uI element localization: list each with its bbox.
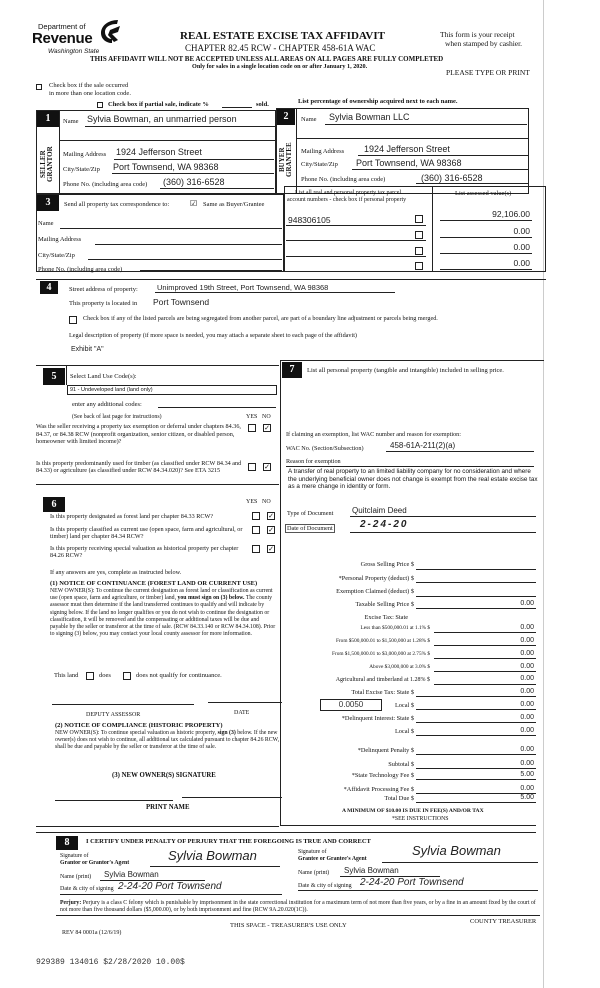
correspondence-mailing-label: Mailing Address [38,236,82,243]
partial-sale-checkbox[interactable] [97,102,103,108]
notice-continuance-text-a: NEW OWNER(S): To continue the current designation as forest land or classification as current use (open space, farm and agriculture, or timber) land, [50,588,273,602]
delinquent-interest-local-label: Local $ [394,728,414,735]
document-date-label: Date of Document [287,525,333,532]
timber-no-checkbox[interactable]: ✓ [264,463,270,471]
no-header-5: NO [262,414,271,420]
perjury-text: Perjury is a class C felony which is punishable by imprisonment in the state correctional institution for a maximum term of not more than five years, or by a fine in an amount fixed by the court of not more than five thousand dollars ($5,000.00), or by both imprisonment and fine (RCW 9A.20.020(1C)). [60,900,536,913]
logo-dept-text: Department of [38,22,86,31]
assessed-value-field[interactable]: 0.00 [513,242,530,252]
seller-mailing-field[interactable]: 1924 Jefferson Street [116,147,202,157]
gross-selling-price-label: Gross Selling Price $ [360,561,414,568]
form-title: REAL ESTATE EXCISE TAX AFFIDAVIT [180,30,385,42]
grantor-signature-field[interactable]: Sylvia Bowman [168,848,257,863]
current-use-no-checkbox[interactable]: ✓ [268,526,274,534]
personal-property-checkbox[interactable] [415,231,423,239]
print-name-label: PRINT NAME [146,804,190,811]
does-qualify-checkbox[interactable] [86,672,94,680]
parcel-number-field[interactable] [286,256,426,257]
grantee-date-city-label: Date & city of signing [298,883,352,889]
grantor-name-field[interactable]: Sylvia Bowman [104,870,159,879]
multi-location-checkbox[interactable] [36,84,42,90]
section-4-number: 4 [40,281,58,294]
tax-bracket-2-value[interactable]: 0.00 [520,637,534,644]
grantee-date-city-field[interactable]: 2-24-20 Port Townsend [360,877,464,888]
total-due-label: Total Due $ [384,795,414,802]
total-excise-state-value[interactable]: 0.00 [520,688,534,695]
personal-property-checkbox[interactable] [415,247,423,255]
section-7-number: 7 [282,362,302,378]
correspondence-name-field[interactable] [60,228,282,229]
correspondence-city-label: City/State/Zip [38,252,75,259]
additional-codes-label: enter any additional codes: [72,401,142,408]
tax-bracket-1-label: Less than $500,000.01 at 1.1% $ [360,625,430,631]
assessed-value-field[interactable]: 92,106.00 [492,209,530,219]
subtotal-value[interactable]: 0.00 [520,760,534,767]
street-address-field[interactable]: Unimproved 19th Street, Port Townsend, WA 98368 [157,283,329,292]
taxable-selling-price-value[interactable]: 0.00 [520,600,534,607]
county-treasurer: COUNTY TREASURER [470,918,537,925]
seller-name-label: Name [63,118,79,125]
local-excise-value[interactable]: 0.00 [520,701,534,708]
gross-selling-price-field[interactable] [416,569,536,570]
buyer-city-label: City/State/Zip [301,161,338,168]
deputy-assessor-signature-line[interactable] [52,704,194,705]
section-6-number: 6 [43,497,65,512]
forest-land-no-checkbox[interactable]: ✓ [268,512,274,520]
seller-phone-label: Phone No. (including area code) [63,181,148,188]
seller-grantor-label: SELLER GRANTOR [39,146,54,182]
see-back-note: (See back of last page for instructions) [72,414,162,420]
grantor-signature-label-2: Grantor or Grantor's Agent [60,860,130,866]
multi-location-label-2: in more than one location code. [49,90,131,97]
perjury-notice [60,900,540,914]
parcel-header-1: List all real and personal property tax parcel [295,190,402,196]
agricultural-tax-label: Agricultural and timberland at 1.28% $ [335,677,430,683]
section-3-number: 3 [37,195,59,211]
grantor-name-label: Name (print) [60,874,92,880]
document-date-field[interactable]: 2-24-20 [360,519,409,530]
exemption-question: Was the seller receiving a property tax exemption or deferral under chapters 84.36, 84.37, or 84.38 RCW (nonprofit organization, senior citizen, or disabled person, homeowner with limited income)? [36,423,241,446]
minimum-due-note: A MINIMUM OF $10.00 IS DUE IN FEE(S) AND/OR TAX [342,808,484,814]
assessed-value-field[interactable]: 0.00 [513,226,530,236]
delinquent-interest-state-label: *Delinquent Interest: State $ [341,715,414,722]
partial-sale-label: Check box if partial sale, indicate % [108,101,209,108]
grantee-name-field[interactable]: Sylvia Bowman [344,866,399,875]
parcel-number-field[interactable] [286,240,426,241]
deputy-assessor-label: DEPUTY ASSESSOR [86,712,141,718]
logo-name-text: Revenue [32,30,93,47]
notice-continuance-bold: you must sign on (3) below. [177,595,245,602]
grantee-signature-label-2: Grantee or Grantee's Agent [298,856,367,862]
tax-bracket-4-label: Above $3,000,000 at 3.0% $ [369,664,430,670]
buyer-mailing-label: Mailing Address [301,148,345,155]
local-excise-label: Local $ [394,702,414,709]
does-not-label: does not qualify for continuance. [136,672,222,679]
seller-city-field[interactable]: Port Townsend, WA 98368 [113,162,219,172]
segregated-parcel-label: Check box if any of the listed parcels are being segregated from another parcel, are part of a boundary line adjustment or parcels being merged. [83,315,438,322]
exemption-claimed-label: Exemption Claimed (deduct) $ [336,588,414,595]
buyer-mailing-field[interactable]: 1924 Jefferson Street [364,144,450,154]
parcel-number-field[interactable] [286,271,426,272]
buyer-phone-field[interactable]: (360) 316-6528 [421,173,483,183]
document-type-field[interactable]: Quitclaim Deed [352,506,407,515]
located-in-field[interactable]: Port Townsend [153,297,210,307]
send-correspondence-label: Send all property tax correspondence to: [64,201,170,208]
form-warning: THIS AFFIDAVIT WILL NOT BE ACCEPTED UNLESS ALL AREAS ON ALL PAGES ARE FULLY COMPLETED [90,55,444,63]
personal-property-deduct-label: *Personal Property (deduct) $ [338,575,414,582]
form-id: REV 84 0001a (12/6/19) [62,930,122,936]
correspondence-phone-label: Phone No. (including area code) [38,266,123,273]
exemption-reason-field[interactable]: A transfer of real property to an limited liability company for no consideration and where the underlying beneficial owner does not change is exempt from the real estate excise tax as a mere change in identity or form. [288,468,538,491]
land-use-code-value: 91 - Undeveloped land (land only) [70,387,153,393]
buyer-city-field[interactable]: Port Townsend, WA 98368 [356,158,462,168]
tax-bracket-3-label: From $1,500,000.01 to $3,000,000 at 2.75% $ [332,651,430,657]
grantor-date-city-field[interactable]: 2-24-20 Port Townsend [118,881,222,892]
document-type-label: Type of Document [287,510,334,517]
located-in-label: This property is located in [69,300,138,307]
delinquent-penalty-label: *Delinquent Penalty $ [357,747,414,754]
exemption-yes-checkbox[interactable] [248,424,256,432]
new-owner-signature-line-2[interactable] [182,797,282,798]
this-land-label: This land [54,672,79,679]
section-5-number: 5 [43,368,65,385]
yes-header-6: YES [246,499,258,505]
historical-yes-checkbox[interactable] [252,545,260,553]
exemption-instructions: If claiming an exemption, list WAC number and reason for exemption: [286,431,461,438]
assessed-value-field[interactable]: 0.00 [513,258,530,268]
buyer-grantee-label: BUYER GRANTEE [278,142,293,178]
subtotal-label: Subtotal $ [388,761,414,768]
forest-land-question: Is this property designated as forest land per chapter 84.33 RCW? [50,513,214,520]
wac-number-field[interactable]: 458-61A-211(2)(a) [390,441,456,450]
seller-mailing-label: Mailing Address [63,151,107,158]
buyer-name-field[interactable]: Sylvia Bowman LLC [329,112,410,122]
state-technology-fee-label: *State Technology Fee $ [351,772,414,779]
assessor-date-line[interactable] [208,702,282,703]
receipt-note-2: when stamped by cashier. [445,39,523,48]
does-label: does [99,672,111,679]
tax-bracket-4-value[interactable]: 0.00 [520,663,534,670]
if-yes-note: If any answers are yes, complete as instructed below. [50,569,182,576]
ownership-note: List percentage of ownership acquired next to each name. [298,98,458,105]
state-technology-fee-value[interactable]: 5.00 [520,771,534,778]
grantor-signature-label-1: Signature of [60,853,89,859]
historical-question: Is this property receiving special valuation as historical property per chapter 84.26 RCW? [50,545,239,559]
treasurer-use-only: THIS SPACE - TREASURER'S USE ONLY [230,922,347,929]
notice-compliance-text [55,730,280,752]
tax-bracket-1-value[interactable]: 0.00 [520,624,534,631]
notice-compliance-text-b: below. If the new owner(s) does not wish to continue, all additional tax calculated pursuant to chapter 84.26 RCW, shall be due and payable by the seller or transferor at the time of sale. [55,730,280,751]
notice-compliance-bold: sign (3) [217,730,236,736]
notice-compliance-text-a: NEW OWNER(S): To continue special valuation as historic property, [55,730,217,736]
parcel-header-2: account numbers - check box if personal property [287,197,407,203]
seller-name-field[interactable]: Sylvia Bowman, an unmarried person [87,114,237,124]
seller-city-label: City/State/Zip [63,166,100,173]
form-chapter: CHAPTER 82.45 RCW - CHAPTER 458-61A WAC [185,43,376,53]
delinquent-penalty-value[interactable]: 0.00 [520,746,534,753]
grantee-signature-label-1: Signature of [298,849,327,855]
current-use-yes-checkbox[interactable] [252,526,260,534]
personal-property-deduct-field[interactable] [416,582,536,583]
receipt-note-1: This form is your receipt [440,30,515,39]
personal-property-checkbox[interactable] [415,262,423,270]
grantee-name-label: Name (print) [298,870,330,876]
tax-bracket-2-label: From $500,000.01 to $1,500,000 at 1.28% $ [335,638,430,644]
timber-question: Is this property predominantly used for timber (as classified under RCW 84.34 and 84.33) or agriculture (as classified under RCW 84.34.020)? See ETA 3215 [36,460,242,474]
total-excise-state-label: Total Excise Tax: State $ [351,689,414,696]
reason-label: Reason for exemption [286,458,341,465]
affidavit-processing-fee-value[interactable]: 0.00 [520,785,534,792]
correspondence-city-field[interactable] [88,259,282,260]
local-rate-box: 0.0050 [320,699,382,711]
tax-bracket-3-value[interactable]: 0.00 [520,650,534,657]
affidavit-processing-fee-label: *Affidavit Processing Fee $ [343,786,414,793]
current-use-question: Is this property classified as current use (open space, farm and agricultural, or timber) land per chapter 84.34 RCW? [50,526,243,540]
notice-continuance-title: (1) NOTICE OF CONTINUANCE (FOREST LAND OR CURRENT USE) [50,580,258,587]
segregated-parcel-checkbox[interactable] [69,316,77,324]
wac-label: WAC No. (Section/Subsection) [286,445,364,452]
logo-state-text: Washington State [48,48,100,55]
personal-property-checkbox[interactable] [415,215,423,223]
grantee-signature-field[interactable]: Sylvia Bowman [412,843,501,858]
excise-tax-state-heading: Excise Tax: State [364,614,408,621]
total-due-value[interactable]: 5.00 [520,794,534,801]
street-address-label: Street address of property: [69,286,138,293]
delinquent-interest-local-value[interactable]: 0.00 [520,727,534,734]
buyer-name-label: Name [301,116,317,123]
no-header-6: NO [262,499,271,505]
does-not-qualify-checkbox[interactable] [123,672,131,680]
buyer-phone-label: Phone No. (including area code) [301,176,386,183]
same-as-buyer-checkbox[interactable]: ☑ [190,199,198,208]
agricultural-tax-value[interactable]: 0.00 [520,675,534,682]
date-label: DATE [234,710,250,716]
correspondence-name-label: Name [38,220,54,227]
type-or-print: PLEASE TYPE OR PRINT [446,68,530,77]
notice-compliance-title: (2) NOTICE OF COMPLIANCE (HISTORIC PROPERTY) [55,722,223,729]
treasurer-stamp: 929389 134016 $2/28/2020 10.00$ [36,958,185,967]
additional-codes-field[interactable] [158,407,276,408]
see-instructions-note: *SEE INSTRUCTIONS [392,816,449,822]
partial-sale-percent-field[interactable] [222,107,252,108]
section-8-number: 8 [56,836,78,850]
historical-no-checkbox[interactable]: ✓ [268,545,274,553]
multi-location-label-1: Check box if the sale occurred [49,82,129,89]
certify-statement: I CERTIFY UNDER PENALTY OF PERJURY THAT THE FOREGOING IS TRUE AND CORRECT [86,838,371,845]
form-subnote: Only for sales in a single location code on or after January 1, 2020. [192,63,368,70]
dor-swoosh-logo-icon [98,18,122,44]
grantor-date-city-label: Date & city of signing [60,886,114,892]
section-1-number: 1 [37,111,59,127]
timber-yes-checkbox[interactable] [248,463,256,471]
yes-header-5: YES [246,414,258,420]
partial-sale-sold: sold. [256,101,269,108]
land-use-label: Select Land Use Code(s): [70,373,137,380]
exemption-no-checkbox[interactable]: ✓ [264,424,270,432]
legal-description-label: Legal description of property (if more space is needed, you may attach a separate sheet to each page of the affidavit) [69,332,357,339]
correspondence-mailing-field[interactable] [95,244,282,245]
legal-description-field[interactable]: Exhibit "A" [71,346,104,353]
forest-land-yes-checkbox[interactable] [252,512,260,520]
new-owner-signature-line-1[interactable] [55,800,173,801]
personal-property-title: List all personal property (tangible and intangible) included in selling price. [307,367,504,374]
notice-continuance-text-b: The county assessor must then determine if the land transferred continues to qualify and will indicate by signing below. If the land no longer qualifies or you do not wish to continue the designation or classification, it will be removed and the compensating or additional taxes will be due and payable by the seller or transferor at the time of sale. (RCW 84.33.140 or RCW 84.34.108). Prior to signing (3) below, you may contact your local county assessor for more information. [50,595,276,638]
taxable-selling-price-label: Taxable Selling Price $ [355,601,414,608]
notice-continuance-text [50,588,278,638]
seller-phone-field[interactable]: (360) 316-6528 [163,177,225,187]
exemption-claimed-field[interactable] [416,596,536,597]
section-2-number: 2 [277,109,295,125]
parcel-number-field[interactable]: 948306105 [288,215,331,225]
delinquent-interest-state-value[interactable]: 0.00 [520,714,534,721]
assessed-header: List assessed value(s) [455,190,512,197]
same-as-buyer-label: Same as Buyer/Grantee [203,201,265,208]
new-owner-signature-title: (3) NEW OWNER(S) SIGNATURE [112,772,216,779]
perjury-label: Perjury: [60,900,82,906]
correspondence-phone-field[interactable] [140,270,282,271]
